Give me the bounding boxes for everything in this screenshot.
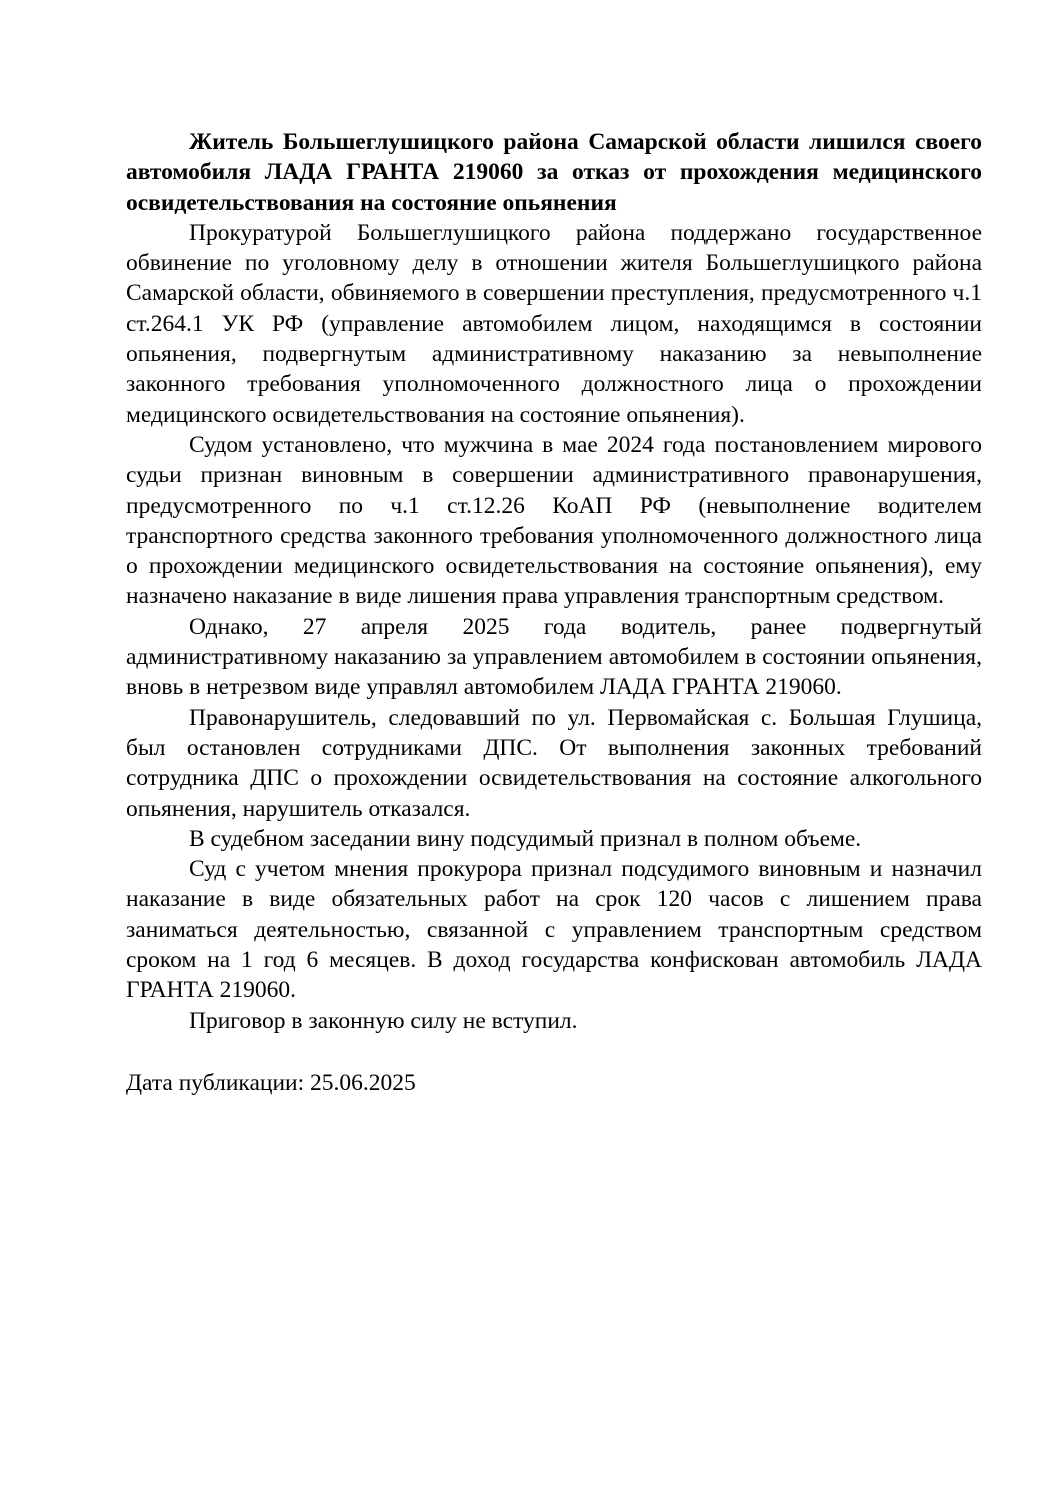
document-title: Житель Большеглушицкого района Самарской области лишился своего автомобиля ЛАДА ГРАНТА 219060 за отказ от прохождения медицинского освидетельствования на состояние опьянения	[126, 129, 982, 216]
paragraph-sentence: Суд с учетом мнения прокурора признал подсудимого виновным и назначил наказание в виде обязательных работ на срок 120 часов с лишением права заниматься деятельностью, связанной с управлением транспортным средством сроком на 1 год 6 месяцев. В доход государства конфискован автомобиль ЛАДА ГРАНТА 219060.	[126, 856, 982, 1004]
paragraph-prosecution: Прокуратурой Большеглушицкого района поддержано государственное обвинение по уголовному делу в отношении жителя Большеглушицкого района Самарской области, обвиняемого в совершении преступления, предусмотренного ч.1 ст.264.1 УК РФ (управление автомобилем лицом, находящимся в состоянии опьянения, подвергнутым административному наказанию за невыполнение законного требования уполномоченного должностного лица о прохождении медицинского освидетельствования на состояние опьянения).	[126, 219, 982, 428]
document-page	[126, 127, 982, 1098]
paragraph-admission: В судебном заседании вину подсудимый признал в полном объеме.	[189, 825, 862, 852]
publication-date: Дата публикации: 25.06.2025	[126, 1069, 416, 1096]
paragraph-court-findings: Судом установлено, что мужчина в мае 2024 года постановлением мирового судьи признан виновным в совершении административного правонарушения, предусмотренного по ч.1 ст.12.26 КоАП РФ (невыполнение водителем транспортного средства законного требования уполномоченного должностного лица о прохождении медицинского освидетельствования на состояние опьянения), ему назначено наказание в виде лишения права управления транспортным средством.	[126, 431, 982, 610]
paragraph-stop: Правонарушитель, следовавший по ул. Первомайская с. Большая Глушица, был остановлен сотрудниками ДПС. От выполнения законных требований сотрудника ДПС о прохождении освидетельствования на состояние алкогольного опьянения, нарушитель отказался.	[126, 704, 982, 822]
paragraph-offense: Однако, 27 апреля 2025 года водитель, ранее подвергнутый административному наказанию за управлением автомобилем в состоянии опьянения, вновь в нетрезвом виде управлял автомобилем ЛАДА ГРАНТА 219060.	[126, 613, 982, 701]
paragraph-verdict-status: Приговор в законную силу не вступил.	[189, 1007, 578, 1034]
